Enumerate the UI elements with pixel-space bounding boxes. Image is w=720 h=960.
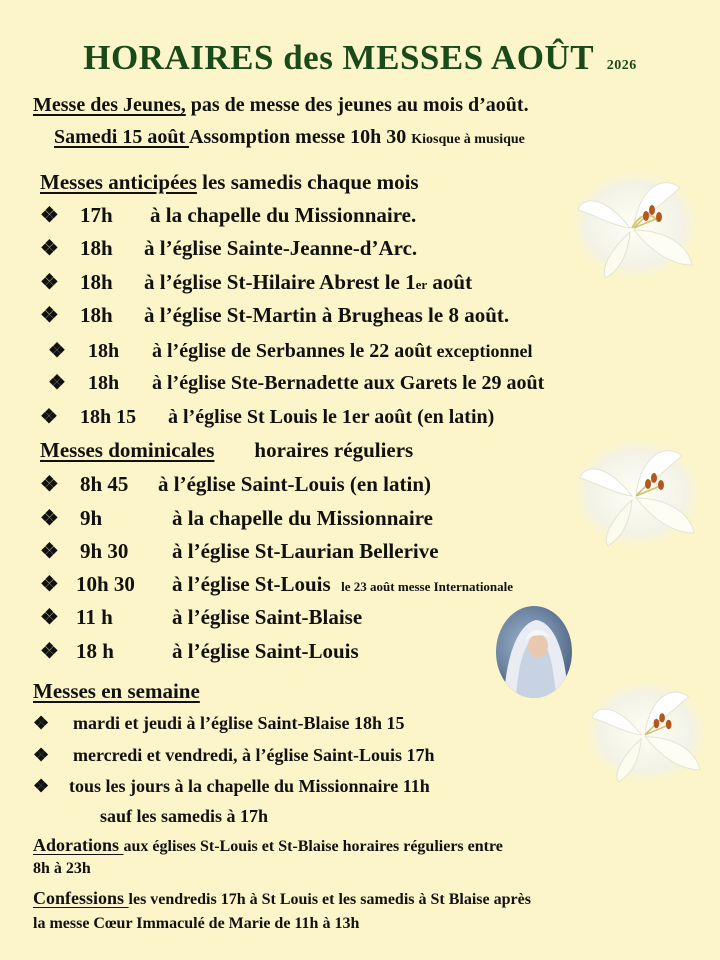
bullet-icon: ❖ (48, 372, 66, 394)
item-text: à la chapelle du Missionnaire. (150, 203, 417, 227)
assomption-label: Samedi 15 août (54, 126, 190, 148)
item-time: 17h (80, 203, 113, 227)
bullet-icon: ❖ (40, 472, 59, 496)
list-item (48, 370, 544, 395)
adorations-line-2: 8h à 23h (33, 860, 91, 877)
list-item (40, 236, 417, 261)
dominicales-heading: Messes dominicales (40, 438, 215, 462)
lily-flower-middle (572, 438, 702, 548)
jeunes-label: Messe des Jeunes, (33, 94, 186, 116)
list-item (33, 713, 405, 734)
item-text: à l’église St-Martin à Brugheas le 8 août. (144, 303, 510, 327)
dominicales-heading-suffix: horaires réguliers (254, 438, 414, 462)
bullet-icon: ❖ (40, 605, 59, 629)
item-text: à l’église de Serbannes le 22 août (152, 340, 432, 362)
item-text: à l’église Ste-Bernadette aux Garets le 29 août (152, 372, 545, 394)
item-text: à l’église St-Laurian Bellerive (172, 539, 439, 563)
item-time: 18h (80, 236, 113, 260)
item-text: à l’église Saint-Louis (172, 639, 359, 663)
title-main: HORAIRES des MESSES AOÛT (83, 38, 594, 77)
page-title (0, 38, 720, 78)
item-text: à l’église Sainte-Jeanne-d’Arc. (144, 236, 418, 260)
item-time: 18h (80, 303, 113, 327)
title-year: 2026 (606, 58, 637, 73)
item-time: 11 h (76, 605, 113, 629)
item-tail: août (427, 270, 473, 294)
bullet-icon: ❖ (40, 539, 59, 563)
semaine-heading: Messes en semaine (33, 679, 200, 703)
item-time: 18h (80, 270, 113, 294)
item-time: 18h 15 (80, 406, 137, 428)
item-time: 18h (88, 340, 120, 362)
item-text: à l’église Saint-Louis (en latin) (158, 472, 432, 496)
list-item (48, 338, 533, 363)
item-time: 9h (80, 506, 103, 530)
list-item (33, 745, 435, 766)
item-tail: le 23 août messe Internationale (341, 579, 514, 594)
confessions-line (33, 888, 531, 909)
bullet-icon: ❖ (48, 340, 66, 362)
item-time: 10h 30 (76, 572, 135, 596)
confessions-text: les vendredis 17h à St Louis et les samedis à St Blaise après (128, 891, 531, 908)
list-item (40, 303, 509, 328)
lily-flower-bottom (584, 680, 708, 784)
semaine-heading-line (33, 679, 200, 704)
list-item (40, 270, 472, 295)
adorations-label: Adorations (33, 835, 124, 855)
bullet-icon: ❖ (40, 303, 59, 327)
list-item (40, 572, 513, 597)
item-sup: er (415, 277, 428, 292)
semaine-note: sauf les samedis à 17h (100, 806, 269, 826)
confessions-label: Confessions (33, 888, 129, 908)
bullet-icon: ❖ (33, 745, 50, 765)
list-item (40, 506, 433, 531)
item-time: 9h 30 (80, 539, 129, 563)
item-text: à l’église St-Louis (172, 572, 331, 596)
assomption-line (54, 126, 525, 149)
bullet-icon: ❖ (40, 639, 59, 663)
lily-flower-top (570, 170, 700, 280)
item-text: mardi et jeudi à l’église Saint-Blaise 18h 15 (73, 713, 405, 733)
item-text: à l’église Saint-Blaise (172, 605, 363, 629)
assomption-text: Assomption messe 10h 30 (189, 126, 412, 148)
confessions-line-2: la messe Cœur Immaculé de Marie de 11h à 13h (33, 915, 360, 932)
bullet-icon: ❖ (40, 406, 58, 428)
jeunes-line (33, 94, 529, 117)
item-text: à l’église St-Hilaire Abrest le 1 (144, 270, 416, 294)
item-time: 18h (88, 372, 120, 394)
item-time: 8h 45 (80, 472, 129, 496)
item-tail: exceptionnel (432, 341, 533, 361)
list-item (40, 639, 359, 664)
item-text: mercredi et vendredi, à l’église Saint-Louis 17h (73, 745, 435, 765)
adorations-text: aux églises St-Louis et St-Blaise horaires réguliers entre (123, 838, 503, 855)
anticipees-heading-line (40, 170, 419, 195)
virgin-mary-image (496, 606, 572, 698)
bullet-icon: ❖ (33, 776, 50, 796)
bullet-icon: ❖ (40, 203, 59, 227)
jeunes-text: pas de messe des jeunes au mois d’août. (185, 94, 529, 116)
list-item (40, 472, 431, 497)
item-text: tous les jours à la chapelle du Missionnaire 11h (69, 776, 430, 796)
assomption-place: Kiosque à musique (411, 132, 525, 147)
item-text: à la chapelle du Missionnaire (172, 506, 433, 530)
item-time: 18 h (76, 639, 114, 663)
list-item (40, 203, 416, 228)
bullet-icon: ❖ (40, 236, 59, 260)
bullet-icon: ❖ (33, 713, 50, 733)
bullet-icon: ❖ (40, 506, 59, 530)
list-item (40, 539, 439, 564)
list-item (40, 605, 362, 630)
list-item (33, 776, 430, 797)
item-text: à l’église St Louis le 1er août (en latin) (168, 406, 495, 428)
bullet-icon: ❖ (40, 572, 59, 596)
list-item (40, 404, 494, 429)
bullet-icon: ❖ (40, 270, 59, 294)
adorations-line (33, 835, 503, 856)
anticipees-heading: Messes anticipées (40, 170, 197, 194)
dominicales-heading-line (40, 438, 413, 463)
anticipees-heading-suffix: les samedis chaque mois (196, 170, 419, 194)
